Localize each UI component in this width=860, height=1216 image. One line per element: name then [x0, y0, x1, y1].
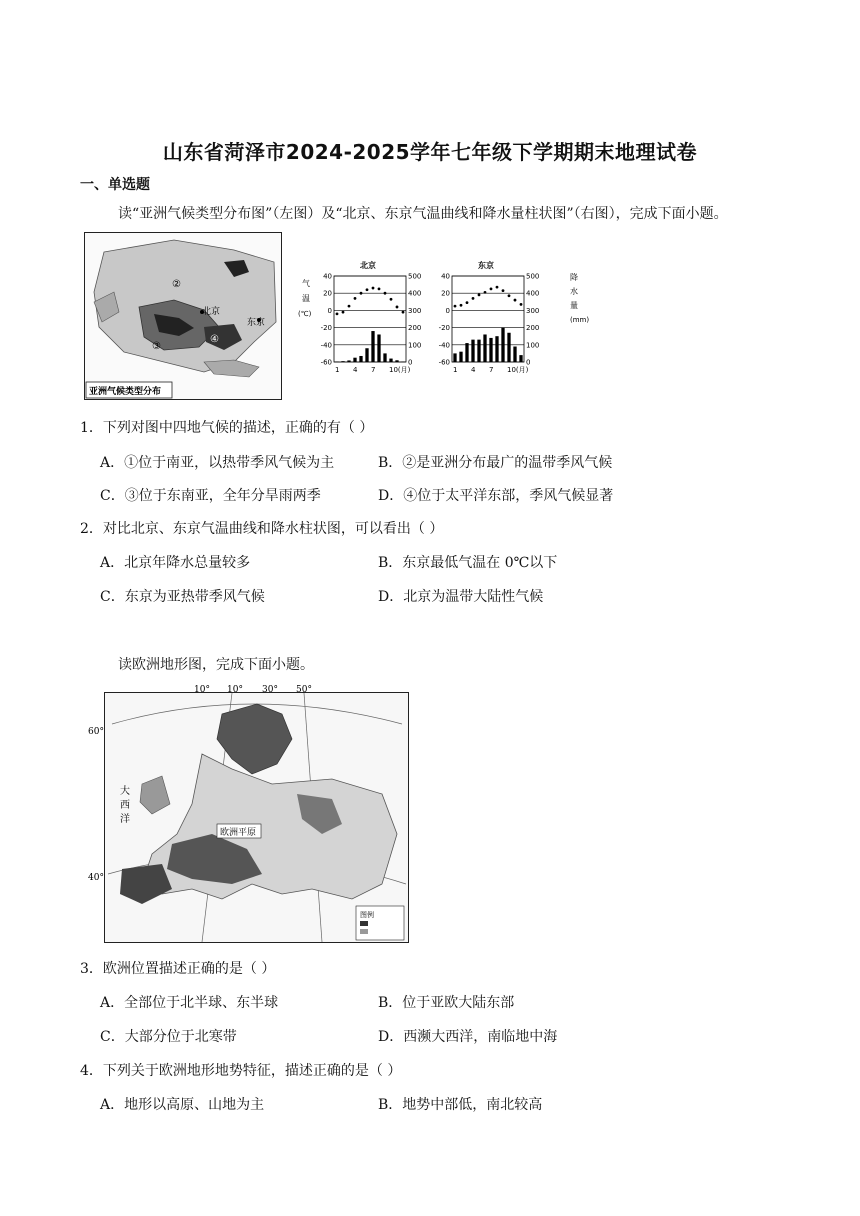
precip-bar [513, 347, 516, 362]
temp-point [384, 292, 387, 295]
temp-point [508, 294, 511, 297]
precip-bar [365, 348, 368, 362]
precip-bar [483, 334, 486, 362]
temp-tick-label: 0 [327, 306, 332, 315]
precip-tick-label: 200 [408, 324, 422, 333]
precip-tick-label: 0 [408, 358, 413, 367]
precip-bar [507, 333, 510, 362]
temp-point [366, 288, 369, 291]
chart-title-1: 东京 [478, 261, 494, 270]
precip-bar [371, 331, 374, 362]
precip-bar [377, 334, 380, 362]
temp-tick-label: 20 [323, 289, 332, 298]
precip-axis-label: 量 [570, 301, 578, 310]
ocean-char-3: 洋 [120, 814, 130, 825]
map-caption: 亚洲气候类型分布 [89, 387, 162, 397]
question-2-stem: 2．对比北京、东京气温曲线和降水柱状图，可以看出（ ） [80, 521, 444, 537]
temp-tick-label: 20 [441, 289, 450, 298]
temp-point [478, 294, 481, 297]
temp-tick-label: -40 [438, 341, 450, 350]
temp-point [348, 305, 351, 308]
city-tokyo-label: 东京 [247, 318, 266, 328]
precip-bar [401, 361, 404, 362]
ocean-char-2: 西 [120, 800, 130, 811]
temp-point [342, 311, 345, 314]
precip-bar [519, 355, 522, 362]
climate-charts [298, 256, 590, 378]
precip-tick-label: 0 [526, 358, 531, 367]
temp-axis-label: (℃) [298, 310, 312, 318]
q1-option-d[interactable]: D．④位于太平洋东部，季风气候显著 [378, 488, 614, 504]
plot-frame-1 [452, 276, 524, 362]
precip-axis-label: 降 [570, 273, 578, 282]
question-4-stem: 4．下列关于欧洲地形地势特征，描述正确的是（ ） [80, 1063, 402, 1079]
question-3-stem: 3．欧洲位置描述正确的是（ ） [80, 961, 276, 977]
month-tick-label: 7 [371, 366, 376, 374]
temp-point [360, 292, 363, 295]
precip-bar [459, 352, 462, 362]
precip-bar [359, 356, 362, 362]
ocean-char-1: 大 [120, 786, 130, 797]
temp-point [466, 301, 469, 304]
intro-paragraph-1: 读“亚洲气候类型分布图”（左图）及“北京、东京气温曲线和降水量柱状图”（右图），完成下面小题。 [118, 206, 728, 222]
europe-terrain-map [82, 684, 412, 946]
q1-option-a[interactable]: A．①位于南亚，以热带季风气候为主 [100, 455, 335, 471]
precip-tick-label: 400 [526, 289, 540, 298]
temp-axis-label: 温 [302, 294, 310, 303]
temp-point [460, 304, 463, 307]
precip-bar [501, 328, 504, 362]
q3-option-b[interactable]: B．位于亚欧大陆东部 [378, 995, 515, 1011]
question-1-stem: 1．下列对图中四地气候的描述，正确的有（ ） [80, 420, 374, 436]
temp-tick-label: -40 [320, 341, 332, 350]
temp-point [336, 312, 339, 315]
month-tick-label: 4 [471, 366, 476, 374]
precip-bar [465, 343, 468, 362]
temp-tick-label: -20 [320, 324, 332, 333]
q4-option-b[interactable]: B．地势中部低，南北较高 [378, 1097, 543, 1113]
temp-point [496, 286, 499, 289]
temp-point [378, 288, 381, 291]
temp-point [520, 303, 523, 306]
temp-axis-label: 气 [302, 279, 310, 288]
lat-label-60: 60° [88, 727, 104, 737]
precip-tick-label: 200 [526, 324, 540, 333]
page-title: 山东省菏泽市2024-2025学年七年级下学期期末地理试卷 [162, 140, 698, 164]
q1-option-b[interactable]: B．②是亚洲分布最广的温带季风气候 [378, 455, 613, 471]
precip-bar [347, 360, 350, 362]
plot-frame-0 [334, 276, 406, 362]
precip-bar [453, 353, 456, 362]
precip-axis-label: (mm) [570, 316, 590, 324]
precip-tick-label: 400 [408, 289, 422, 298]
lon-label-2: 10° [227, 685, 243, 695]
marker-4: ④ [210, 334, 219, 345]
precip-tick-label: 500 [408, 272, 422, 281]
marker-2: ② [172, 279, 181, 290]
temp-point [372, 287, 375, 290]
precip-bar [383, 353, 386, 362]
temp-point [484, 291, 487, 294]
precip-tick-label: 100 [526, 341, 540, 350]
month-tick-label: 7 [489, 366, 494, 374]
q1-option-c[interactable]: C．③位于东南亚，全年分旱雨两季 [100, 488, 321, 504]
q2-option-a[interactable]: A．北京年降水总量较多 [100, 555, 251, 571]
temp-point [490, 288, 493, 291]
q3-option-c[interactable]: C．大部分位于北寒带 [100, 1029, 237, 1045]
temp-tick-label: -60 [438, 358, 450, 367]
temp-tick-label: 40 [323, 272, 332, 281]
month-tick-label: 1 [335, 366, 340, 374]
plain-label: 欧洲平原 [220, 828, 257, 838]
intro-paragraph-2: 读欧洲地形图，完成下面小题。 [118, 657, 314, 673]
lon-label-4: 50° [296, 685, 312, 695]
month-tick-label: 10(月) [389, 366, 411, 374]
temp-point [390, 298, 393, 301]
temp-tick-label: -20 [438, 324, 450, 333]
precip-bar [395, 360, 398, 362]
temp-tick-label: 40 [441, 272, 450, 281]
temp-tick-label: 0 [445, 306, 450, 315]
precip-bar [495, 336, 498, 362]
temp-point [472, 297, 475, 300]
lon-label-1: 10° [194, 685, 210, 695]
precip-bar [489, 338, 492, 362]
q2-option-b[interactable]: B．东京最低气温在 0℃以下 [378, 555, 558, 571]
q3-option-d[interactable]: D．西濒大西洋，南临地中海 [378, 1029, 558, 1045]
temp-point [354, 297, 357, 300]
q3-option-a[interactable]: A．全部位于北半球、东半球 [100, 995, 279, 1011]
q4-option-a[interactable]: A．地形以高原、山地为主 [100, 1097, 265, 1113]
precip-bar [471, 340, 474, 362]
temp-point [402, 311, 405, 314]
lon-label-3: 30° [262, 685, 278, 695]
temp-point [396, 306, 399, 309]
legend-title: 图例 [360, 911, 374, 919]
precip-bar [341, 361, 344, 362]
section-heading: 一、单选题 [80, 177, 150, 193]
temp-point [502, 289, 505, 292]
precip-tick-label: 500 [526, 272, 540, 281]
precip-tick-label: 300 [408, 306, 422, 315]
city-beijing-label: 北京 [202, 307, 221, 317]
precip-axis-label: 水 [570, 287, 578, 296]
asia-climate-map [84, 232, 282, 400]
precip-bar [389, 359, 392, 362]
precip-tick-label: 300 [526, 306, 540, 315]
marker-3: ③ [152, 341, 161, 352]
month-tick-label: 1 [453, 366, 458, 374]
temp-point [454, 305, 457, 308]
chart-title-0: 北京 [360, 261, 376, 270]
lat-label-40: 40° [88, 873, 104, 883]
month-tick-label: 10(月) [507, 366, 529, 374]
month-tick-label: 4 [353, 366, 358, 374]
precip-tick-label: 100 [408, 341, 422, 350]
precip-bar [477, 340, 480, 362]
precip-bar [335, 361, 338, 362]
temp-point [514, 299, 517, 302]
q2-option-c[interactable]: C．东京为亚热带季风气候 [100, 589, 265, 605]
temp-tick-label: -60 [320, 358, 332, 367]
q2-option-d[interactable]: D．北京为温带大陆性气候 [378, 589, 544, 605]
precip-bar [353, 358, 356, 362]
